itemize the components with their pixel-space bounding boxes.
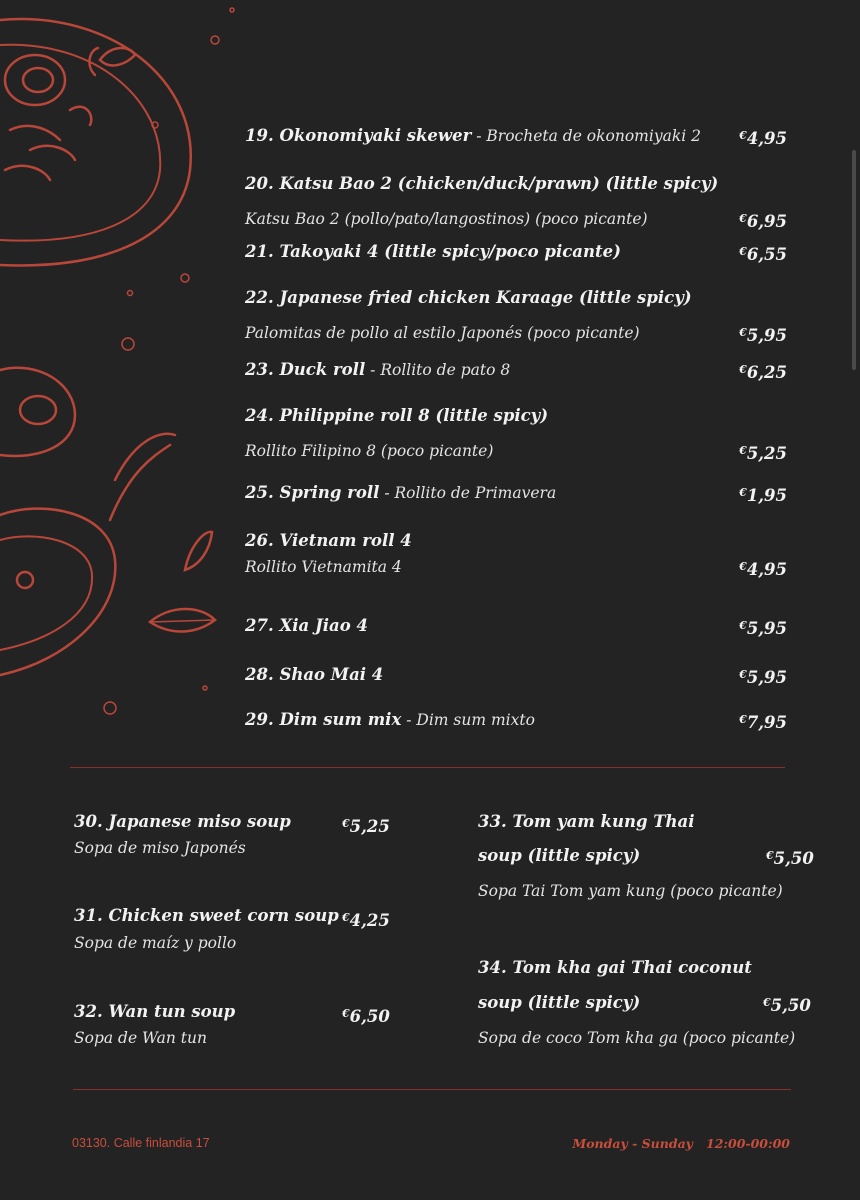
- menu-item-20: [245, 170, 787, 198]
- item-description: Rollito de Primavera: [394, 484, 557, 502]
- soup-32-price: €6,50: [342, 1007, 390, 1026]
- item-price: €1,95: [739, 486, 787, 505]
- soup-31-description: Sopa de maíz y pollo: [74, 934, 237, 952]
- item-price: €5,95: [739, 619, 787, 638]
- menu-item-23: 23. Duck roll - Rollito de pato 8 €6,25: [245, 356, 787, 384]
- soup-33-name-line1: 33. Tom yam kung Thai: [478, 812, 695, 831]
- item-price: €5,95: [739, 326, 787, 345]
- menu-item-22-sub: [245, 319, 787, 347]
- menu-item-28: [245, 661, 787, 689]
- item-price: €4,95: [739, 560, 787, 579]
- soup-32-name: 32. Wan tun soup: [74, 1002, 236, 1021]
- menu-item-29: 29. Dim sum mix - Dim sum mixto €7,95: [245, 706, 787, 734]
- item-price: €5,25: [739, 444, 787, 463]
- menu-item-27: [245, 612, 787, 640]
- item-name: 28. Shao Mai 4: [245, 665, 384, 684]
- item-name: 20. Katsu Bao 2 (chicken/duck/prawn) (little spicy): [245, 174, 719, 193]
- soup-32-description: Sopa de Wan tun: [74, 1029, 207, 1047]
- soup-30-description: Sopa de miso Japonés: [74, 839, 246, 857]
- soup-33-description: Sopa Tai Tom yam kung (poco picante): [478, 882, 783, 900]
- menu-item-24-sub: [245, 437, 787, 465]
- item-name: 25. Spring roll: [245, 483, 380, 502]
- soup-30-name: 30. Japanese miso soup: [74, 812, 291, 831]
- teapot-illustration-icon: [0, 368, 215, 675]
- item-price: €5,95: [739, 668, 787, 687]
- item-price: €4,95: [739, 129, 787, 148]
- soup-33-name-line2: soup (little spicy): [478, 846, 641, 865]
- soup-30-price: €5,25: [342, 817, 390, 836]
- menu-item-26: [245, 527, 787, 555]
- decorative-bubbles: [104, 8, 234, 714]
- menu-item-20-sub: [245, 205, 787, 233]
- item-name: 19. Okonomiyaki skewer: [245, 126, 472, 145]
- bowl-illustration-icon: [0, 19, 191, 265]
- soup-31-name: 31. Chicken sweet corn soup: [74, 906, 339, 925]
- item-description: Rollito Filipino 8 (poco picante): [245, 442, 494, 460]
- item-description: Brocheta de okonomiyaki 2: [486, 127, 701, 145]
- menu-item-26-sub: [245, 553, 787, 581]
- footer-address: 03130. Calle finlandia 17: [72, 1136, 210, 1150]
- item-description: Rollito de pato 8: [380, 361, 511, 379]
- item-price: €7,95: [739, 713, 787, 732]
- item-description: Katsu Bao 2 (pollo/pato/langostinos) (poco picante): [245, 210, 648, 228]
- item-description: Rollito Vietnamita 4: [245, 558, 402, 576]
- footer-hours: Monday - Sunday 12:00-00:00: [572, 1136, 790, 1151]
- item-price: €6,25: [739, 363, 787, 382]
- item-name: 21. Takoyaki 4 (little spicy/poco picante): [245, 242, 621, 261]
- soup-34-description: Sopa de coco Tom kha ga (poco picante): [478, 1029, 796, 1047]
- item-description: Palomitas de pollo al estilo Japonés (poco picante): [245, 324, 640, 342]
- soup-34-name-line1: 34. Tom kha gai Thai coconut: [478, 958, 752, 977]
- footer-divider: [73, 1089, 791, 1090]
- section-divider: [70, 767, 785, 768]
- item-price: €6,95: [739, 212, 787, 231]
- scrollbar[interactable]: [852, 150, 856, 370]
- soup-33-price: €5,50: [766, 849, 814, 868]
- item-name: 27. Xia Jiao 4: [245, 616, 368, 635]
- menu-item-24: [245, 402, 787, 430]
- item-name: 26. Vietnam roll 4: [245, 531, 412, 550]
- soup-31-price: €4,25: [342, 911, 390, 930]
- menu-item-25: 25. Spring roll - Rollito de Primavera €1,95: [245, 479, 787, 507]
- menu-item-19: 19. Okonomiyaki skewer - Brocheta de okonomiyaki 2 €4,95: [245, 122, 787, 150]
- item-name: 23. Duck roll: [245, 360, 366, 379]
- item-name: 22. Japanese fried chicken Karaage (little spicy): [245, 288, 692, 307]
- menu-item-22: [245, 284, 787, 312]
- item-name: 29. Dim sum mix: [245, 710, 402, 729]
- item-description: Dim sum mixto: [416, 711, 535, 729]
- soup-34-name-line2: soup (little spicy): [478, 993, 641, 1012]
- item-name: 24. Philippine roll 8 (little spicy): [245, 406, 549, 425]
- item-price: €6,55: [739, 245, 787, 264]
- decorative-food-illustration: [0, 0, 240, 730]
- soup-34-price: €5,50: [763, 996, 811, 1015]
- menu-item-21: [245, 238, 787, 266]
